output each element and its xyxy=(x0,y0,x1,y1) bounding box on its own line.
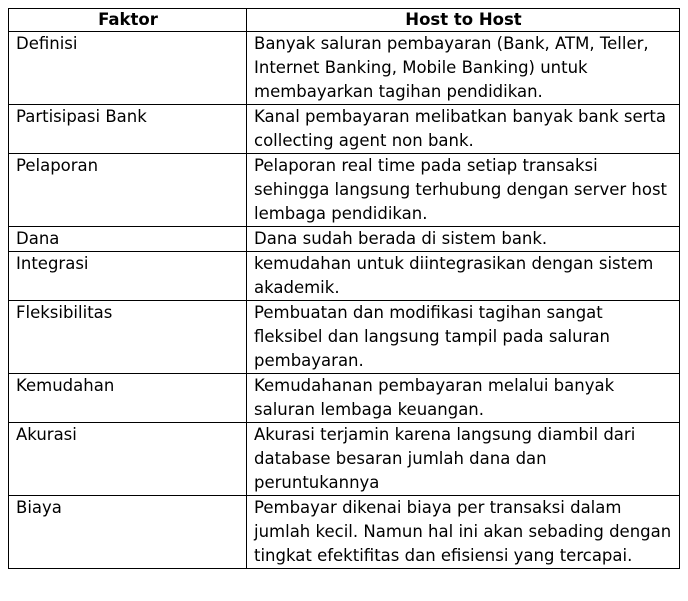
table-row xyxy=(9,154,680,227)
cell-faktor: Dana xyxy=(9,227,247,252)
table-row xyxy=(9,374,680,423)
cell-description: kemudahan untuk diintegrasikan dengan sistem akademik. xyxy=(247,252,680,301)
header-host-to-host: Host to Host xyxy=(247,9,680,32)
cell-faktor: Definisi xyxy=(9,32,247,105)
cell-description: Kanal pembayaran melibatkan banyak bank serta collecting agent non bank. xyxy=(247,105,680,154)
table-row xyxy=(9,496,680,569)
table-row xyxy=(9,252,680,301)
cell-faktor: Integrasi xyxy=(9,252,247,301)
cell-description: Kemudahanan pembayaran melalui banyak saluran lembaga keuangan. xyxy=(247,374,680,423)
header-faktor: Faktor xyxy=(9,9,247,32)
cell-description: Banyak saluran pembayaran (Bank, ATM, Teller, Internet Banking, Mobile Banking) untuk membayarkan tagihan pendidikan. xyxy=(247,32,680,105)
cell-faktor: Pelaporan xyxy=(9,154,247,227)
table-row xyxy=(9,105,680,154)
table-row xyxy=(9,423,680,496)
cell-faktor: Akurasi xyxy=(9,423,247,496)
cell-description: Pembuatan dan modifikasi tagihan sangat fleksibel dan langsung tampil pada saluran pembayaran. xyxy=(247,301,680,374)
cell-description: Akurasi terjamin karena langsung diambil dari database besaran jumlah dana dan peruntukannya xyxy=(247,423,680,496)
cell-description: Dana sudah berada di sistem bank. xyxy=(247,227,680,252)
cell-faktor: Kemudahan xyxy=(9,374,247,423)
cell-faktor: Partisipasi Bank xyxy=(9,105,247,154)
table-row xyxy=(9,227,680,252)
cell-description: Pelaporan real time pada setiap transaksi sehingga langsung terhubung dengan server host lembaga pendidikan. xyxy=(247,154,680,227)
cell-description: Pembayar dikenai biaya per transaksi dalam jumlah kecil. Namun hal ini akan sebading dengan tingkat efektifitas dan efisiensi yang tercapai. xyxy=(247,496,680,569)
comparison-table xyxy=(8,8,680,569)
cell-faktor: Fleksibilitas xyxy=(9,301,247,374)
table-header-row xyxy=(9,9,680,32)
table-row xyxy=(9,32,680,105)
table-row xyxy=(9,301,680,374)
cell-faktor: Biaya xyxy=(9,496,247,569)
